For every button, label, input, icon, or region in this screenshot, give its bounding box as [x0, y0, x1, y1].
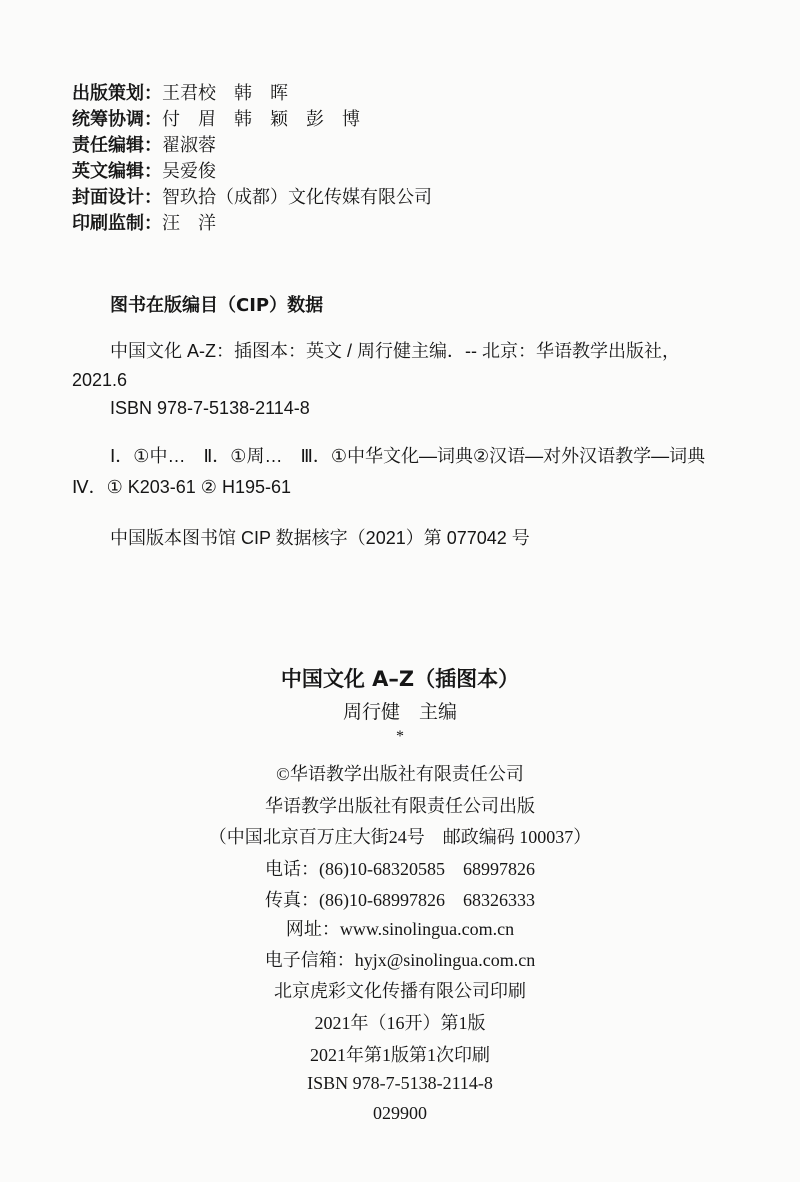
book-editor: 周行健 主编: [342, 701, 457, 723]
book-title: 中国文化 A–Z（插图本）: [280, 667, 520, 691]
credit-separator: ：: [144, 213, 162, 234]
address-line: （中国北京百万庄大街24号 邮政编码 100037）: [208, 827, 592, 847]
credit-label: 封面设计: [72, 187, 144, 208]
cip-classification-line: Ⅰ．①中… Ⅱ．①周… Ⅲ．①中华文化—词典②汉语—对外汉语教学—词典: [110, 446, 706, 466]
credit-separator: ：: [144, 161, 162, 182]
credit-value: 付 眉 韩 颖 彭 博: [162, 109, 360, 130]
credit-label: 责任编辑: [72, 135, 144, 156]
printer-line: 北京虎彩文化传播有限公司印刷: [274, 981, 526, 1001]
printing-line: 2021年第1版第1次印刷: [310, 1045, 490, 1065]
credit-separator: ：: [144, 109, 162, 130]
edition-format-line: 2021年（16开）第1版: [314, 1013, 486, 1033]
isbn-line: ISBN 978-7-5138-2114-8: [307, 1073, 493, 1093]
credit-value: 汪 洋: [162, 213, 216, 234]
credit-row-editor: [72, 133, 432, 159]
credit-value: 翟淑蓉: [162, 135, 216, 156]
fax-line: 传真：(86)10-68997826 68326333: [265, 890, 535, 910]
credit-row-cover-design: [72, 185, 432, 211]
credit-value: 王君校 韩 晖: [162, 83, 288, 104]
cip-bibliographic-line: 中国文化 A-Z：插图本：英文 / 周行健主编．-- 北京：华语教学出版社，: [110, 341, 680, 361]
credit-value: 吴爱俊: [162, 161, 216, 182]
website-line: 网址：www.sinolingua.com.cn: [285, 919, 515, 939]
cip-classification-codes: Ⅳ．① K203-61 ② H195-61: [72, 477, 291, 497]
credit-value: 智玖拾（成都）文化传媒有限公司: [162, 187, 432, 208]
credit-label: 英文编辑: [72, 161, 144, 182]
price-code-line: 029900: [373, 1103, 427, 1123]
publisher-line: 华语教学出版社有限责任公司出版: [265, 796, 535, 816]
credit-label: 统筹协调: [72, 109, 144, 130]
credits-block: [72, 81, 432, 237]
phone-line: 电话：(86)10-68320585 68997826: [265, 859, 535, 879]
credit-row-english-editor: [72, 159, 432, 185]
copyright-line: ©华语教学出版社有限责任公司: [276, 764, 524, 784]
credit-separator: ：: [144, 135, 162, 156]
cip-record-number: 中国版本图书馆 CIP 数据核字（2021）第 077042 号: [110, 528, 530, 548]
credit-separator: ：: [144, 187, 162, 208]
cip-heading: 图书在版编目（CIP）数据: [110, 295, 324, 316]
credit-row-print-supervision: [72, 211, 432, 237]
credit-separator: ：: [144, 83, 162, 104]
credit-label: 印刷监制: [72, 213, 144, 234]
credit-row-coordination: [72, 107, 432, 133]
cip-isbn-line: ISBN 978-7-5138-2114-8: [110, 398, 310, 418]
email-line: 电子信箱：hyjx@sinolingua.com.cn: [264, 950, 536, 970]
cip-date-line: 2021.6: [72, 370, 128, 390]
credit-row-planning: [72, 81, 432, 107]
separator-star: *: [396, 728, 404, 745]
credit-label: 出版策划: [72, 83, 144, 104]
